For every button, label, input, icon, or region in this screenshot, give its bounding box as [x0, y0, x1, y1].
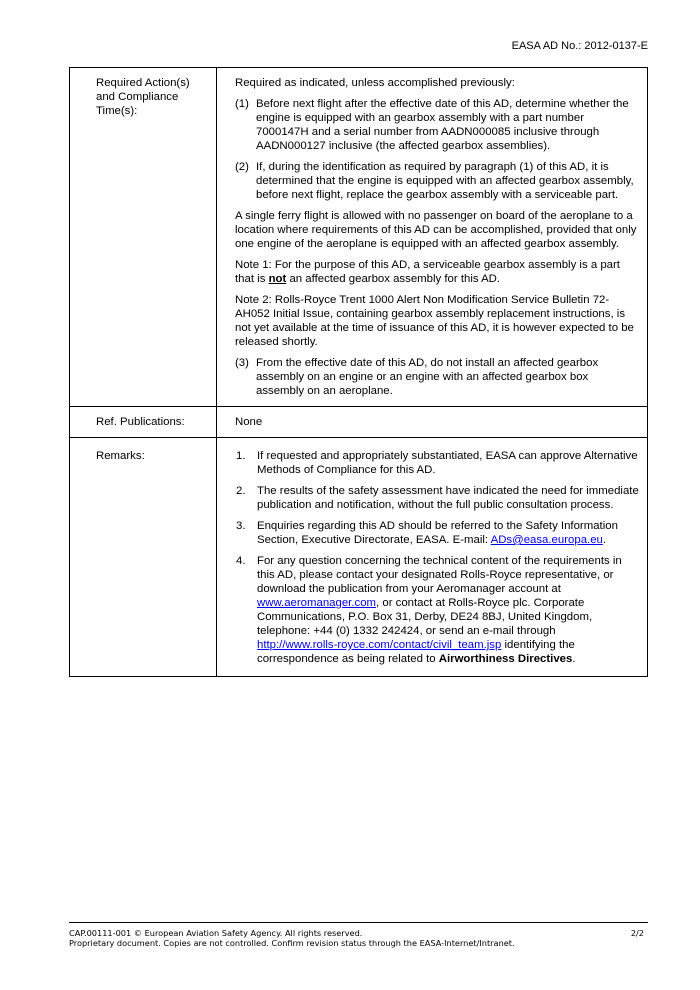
proprietary-line: Proprietary document. Copies are not controlled. Confirm revision status through the EASA-Internet/Intranet. [69, 938, 515, 948]
intro-text: Required as indicated, unless accomplished previously: [235, 77, 515, 89]
email-link[interactable]: ADs@easa.europa.eu [490, 534, 603, 546]
remark-2: 2. The results of the safety assessment have indicated the need for immediate publication and notification, without the full public consultation process. [236, 485, 639, 511]
note-1: Note 1: For the purpose of this AD, a serviceable gearbox assembly is a part that is not an affected gearbox assembly for this AD. [235, 259, 620, 285]
remark-4: 4. For any question concerning the technical content of the requirements in this AD, please contact your designated Rolls-Royce representative, or download the publication from your Aeromanager account at www.aeromanager.com, or contact at Rolls-Royce plc. Corporate Communications, P.O. Box 31, Derby, DE24 8BJ, United Kingdom, telephone: +44 (0) 1332 242424, or send an e-mail through http://www.rolls-royce.com/contact/civil_team.jsp identifying the correspondence as being related to Airworthiness Directives. [236, 555, 622, 665]
remark-3: 3. Enquiries regarding this AD should be referred to the Safety Information Section, Executive Directorate, EASA. E-mail: ADs@easa.europa.eu. [236, 520, 618, 546]
table-row-required-actions [70, 68, 648, 407]
action-item-3: (3) From the effective date of this AD, do not install an affected gearbox assembly on an engine or an engine with an affected gearbox box assembly on an aeroplane. [235, 357, 599, 397]
label-ref-publications: Ref. Publications: [70, 407, 217, 438]
table-row-remarks [70, 438, 648, 677]
page-footer [69, 922, 648, 948]
ref-publications-value: None [217, 407, 648, 438]
ad-number-header: EASA AD No.: 2012-0137-E [511, 40, 648, 52]
label-required-actions: Required Action(s) and Compliance Time(s): [70, 68, 217, 407]
copyright-line: CAP.00111-001 © European Aviation Safety Agency. All rights reserved. [69, 928, 363, 938]
ad-table [69, 67, 648, 677]
required-actions-content [217, 68, 648, 407]
remarks-content [217, 438, 648, 677]
action-item-1: (1) Before next flight after the effective date of this AD, determine whether the engine is equipped with an gearbox assembly with a part number 7000147H and a serial number from AADN000085 inclusive through AADN000127 inclusive (the affected gearbox assemblies). [235, 98, 629, 152]
label-remarks: Remarks: [70, 438, 217, 677]
ferry-flight-text: A single ferry flight is allowed with no passenger on board of the aeroplane to a location where requirements of this AD can be accomplished, provided that only one engine of the aeroplane is equipped with an affected gearbox assembly. [235, 210, 637, 250]
remark-1: 1. If requested and appropriately substantiated, EASA can approve Alternative Methods of Compliance for this AD. [236, 450, 638, 476]
table-row-ref-publications [70, 407, 648, 438]
rolls-royce-contact-link[interactable]: http://www.rolls-royce.com/contact/civil_team.jsp [257, 639, 502, 651]
aeromanager-link[interactable]: www.aeromanager.com [257, 597, 377, 609]
page-number: 2/2 [630, 928, 644, 938]
action-item-2: (2) If, during the identification as required by paragraph (1) of this AD, it is determined that the engine is equipped with an affected gearbox assembly, before next flight, replace the gearbox assembly with a serviceable part. [235, 161, 634, 201]
note-2: Note 2: Rolls-Royce Trent 1000 Alert Non Modification Service Bulletin 72-AH052 Initial Issue, containing gearbox assembly replacement instructions, is not yet available at the time of issuance of this AD, it is however expected to be released shortly. [235, 294, 634, 348]
